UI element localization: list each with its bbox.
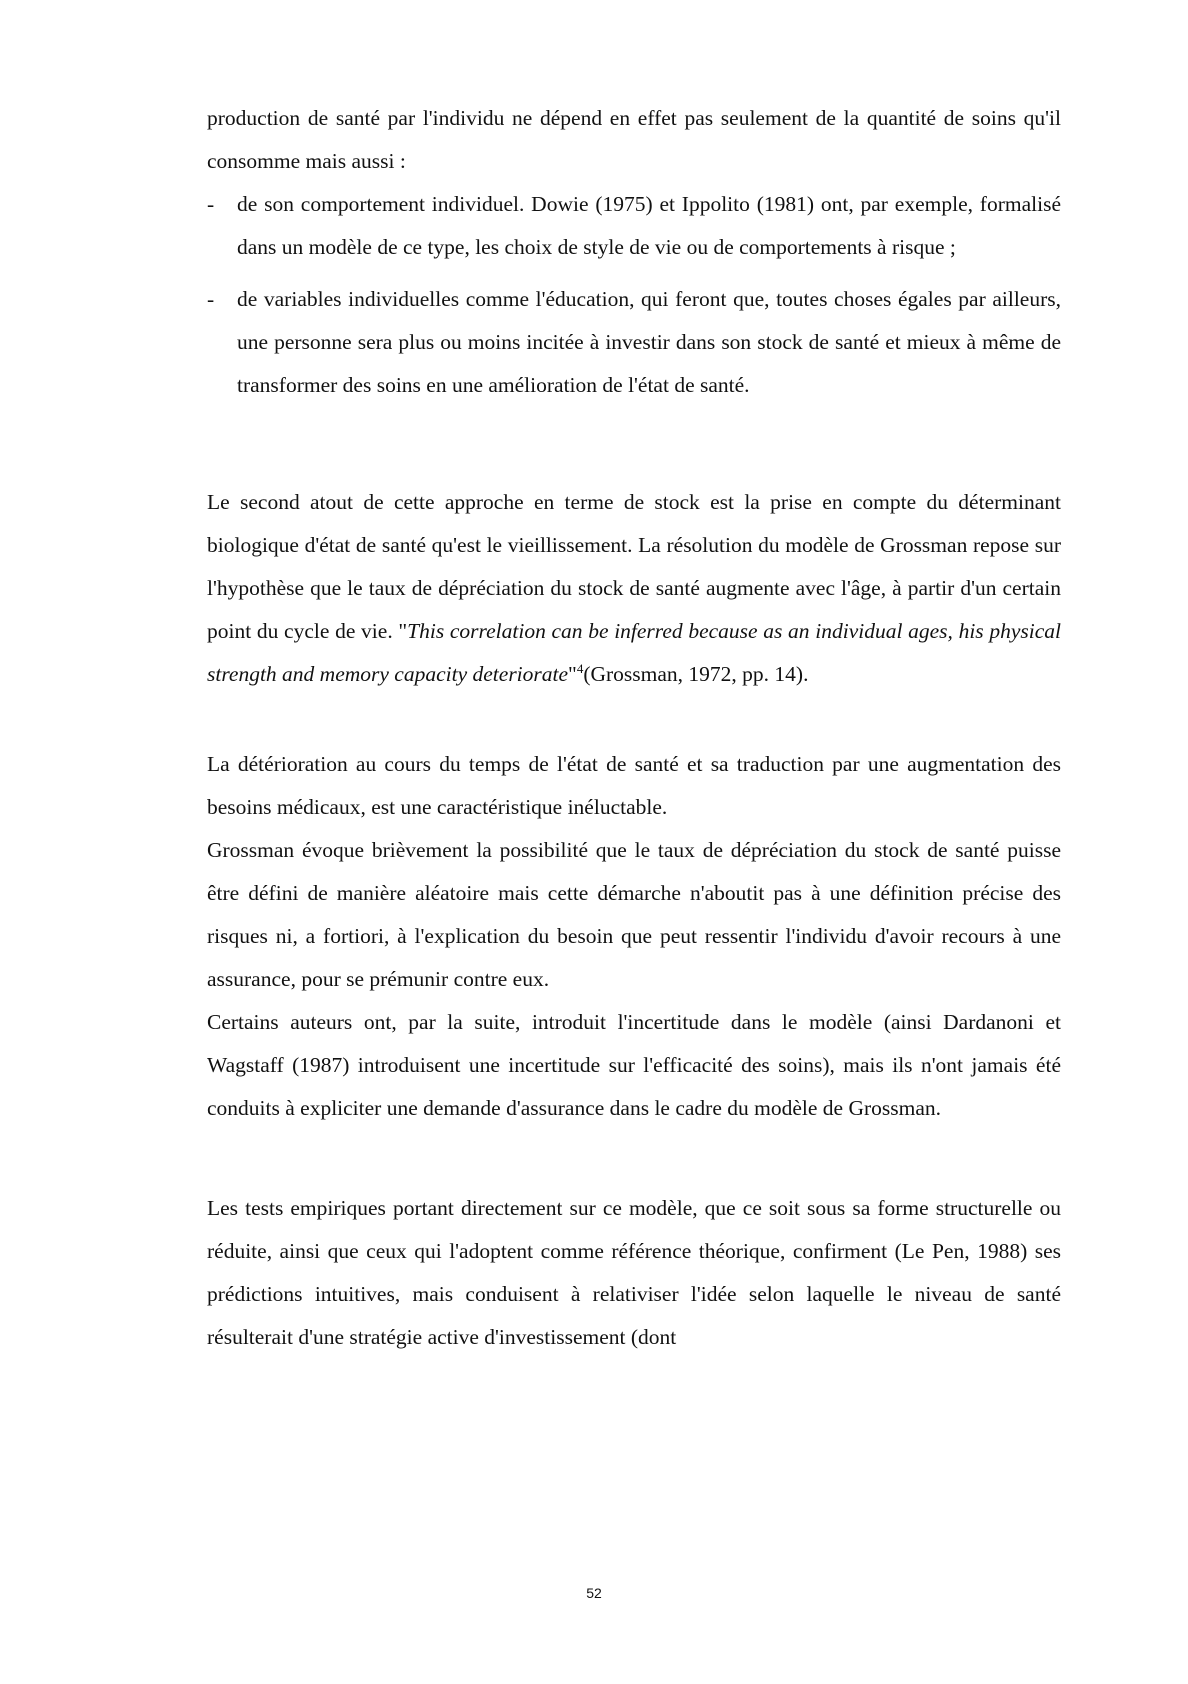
bullet-item-behavior [207, 183, 1061, 269]
bullet-text: de son comportement individuel. Dowie (1975) et Ippolito (1981) ont, par exemple, formalisé dans un modèle de ce type, les choix de style de vie ou de comportements à risque ; [237, 192, 1061, 259]
bullet-dash: - [207, 192, 215, 216]
bullet-dash: - [207, 287, 215, 311]
bullet-list [207, 183, 1061, 407]
bullet-item-education [207, 278, 1061, 407]
paragraph-empirical-tests: Les tests empiriques portant directement sur ce modèle, que ce soit sous sa forme structurelle ou réduite, ainsi que ceux qui l'adoptent comme référence théorique, confirment (Le Pen, 1988) ses prédictions intuitives, mais conduisent à relativiser l'idée selon laquelle le niveau de santé résulterait d'une stratégie active d'investissement (dont [207, 1196, 1061, 1349]
paragraph-aging-text: Le second atout de cette approche en terme de stock est la prise en compte du déterminant biologique d'état de santé qu'est le vieillissement. La résolution du modèle de Grossman repose sur l'hypothèse que le taux de dépréciation du stock de santé augmente avec l'âge, à partir d'un certain point du cycle de vie. " [207, 490, 1061, 643]
paragraph-deterioration: La détérioration au cours du temps de l'état de santé et sa traduction par une augmentation des besoins médicaux, est une caractéristique inéluctable. [207, 752, 1061, 819]
citation: (Grossman, 1972, pp. 14). [583, 662, 809, 686]
bullet-text: de variables individuelles comme l'éducation, qui feront que, toutes choses égales par ailleurs, une personne sera plus ou moins incitée à investir dans son stock de santé et mieux à même de transformer des soins en une amélioration de l'état de santé. [237, 287, 1061, 397]
paragraph-aging [207, 481, 1061, 696]
close-quote: " [568, 662, 577, 686]
intro-paragraph: production de santé par l'individu ne dépend en effet pas seulement de la quantité de soins qu'il consomme mais aussi : [207, 106, 1061, 173]
paragraph-random-depreciation: Grossman évoque brièvement la possibilité que le taux de dépréciation du stock de santé puisse être défini de manière aléatoire mais cette démarche n'aboutit pas à une définition précise des risques ni, a fortiori, à l'explication du besoin que peut ressentir l'individu d'avoir recours à une assurance, pour se prémunir contre eux. [207, 838, 1061, 991]
paragraph-uncertainty: Certains auteurs ont, par la suite, introduit l'incertitude dans le modèle (ainsi Dardanoni et Wagstaff (1987) introduisent une incertitude sur l'efficacité des soins), mais ils n'ont jamais été conduits à expliciter une demande d'assurance dans le cadre du modèle de Grossman. [207, 1010, 1061, 1120]
page-number: 52 [586, 1585, 602, 1601]
grossman-quote: This correlation can be inferred because as an individual ages, his physical strength and memory capacity deteriorate [207, 619, 1061, 686]
footnote-ref[interactable]: 4 [576, 660, 584, 676]
